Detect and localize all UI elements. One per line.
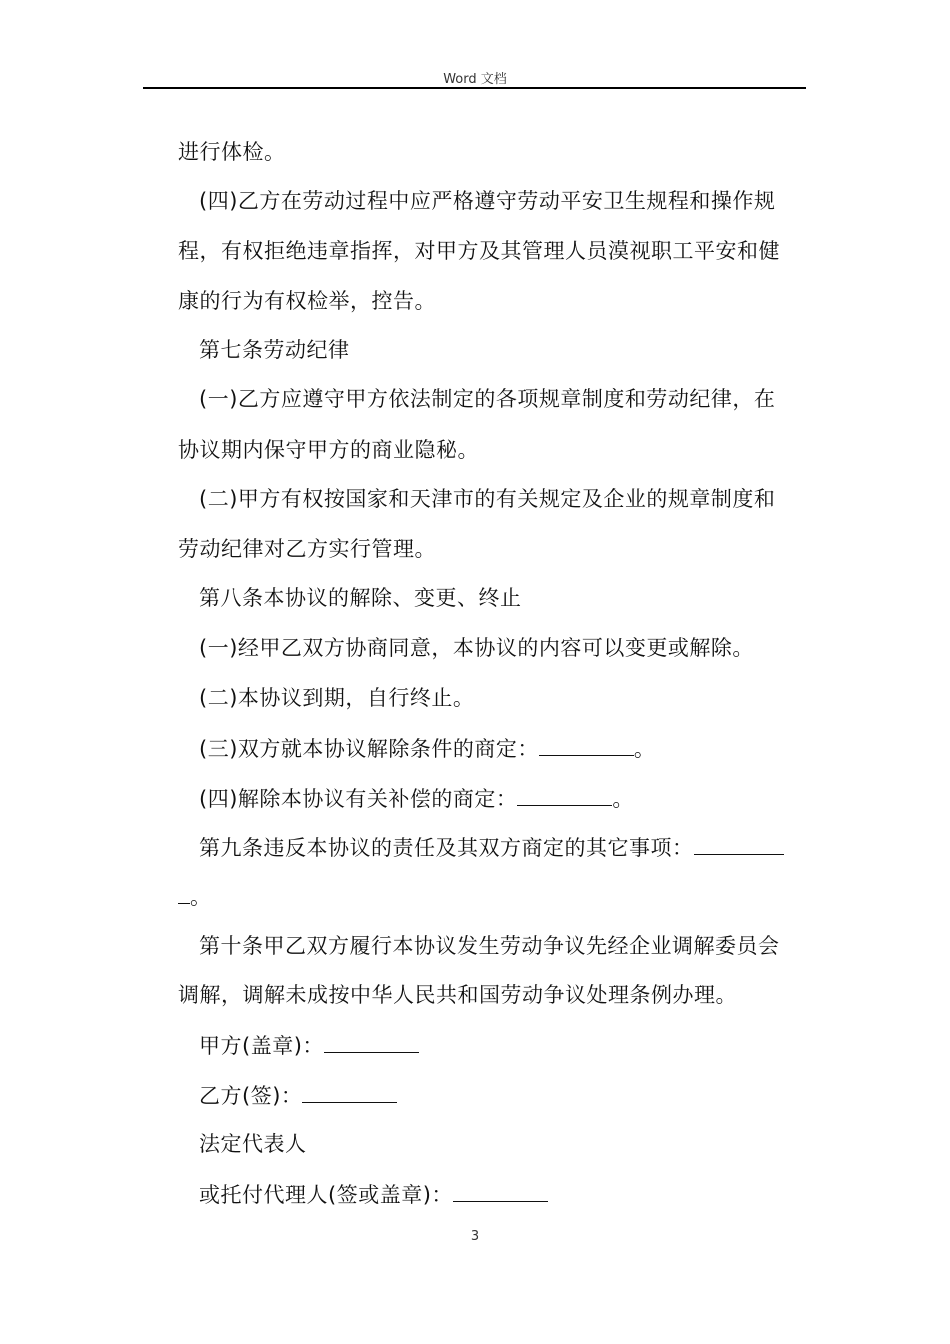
- clause-end: 。: [190, 885, 212, 909]
- section-heading: 第十条甲乙双方履行本协议发生劳动争议先经企业调解委员会: [199, 934, 780, 958]
- fill-in-blank: [302, 1080, 397, 1103]
- text-line: 协议期内保守甲方的商业隐秘。: [178, 438, 479, 462]
- page-header-title: Word 文档: [443, 72, 507, 87]
- signature-line: [199, 1030, 419, 1061]
- text-line: 康的行为有权检举，控告。: [178, 289, 436, 313]
- text-line: (二)本协议到期，自行终止。: [199, 686, 475, 710]
- header-divider: [143, 87, 806, 89]
- party-a-label: 甲方(盖章)：: [199, 1034, 324, 1058]
- section-heading: 第七条劳动纪律: [199, 338, 350, 362]
- section-heading: [199, 832, 784, 863]
- text-line: (二)甲方有权按国家和天津市的有关规定及企业的规章制度和: [199, 487, 776, 511]
- text-line: 劳动纪律对乙方实行管理。: [178, 537, 436, 561]
- text-line: [199, 733, 655, 764]
- text-line: 程，有权拒绝违章指挥，对甲方及其管理人员漠视职工平安和健: [178, 239, 780, 263]
- fill-in-blank: [539, 733, 634, 756]
- fill-in-blank: [453, 1179, 548, 1202]
- signature-line: [199, 1080, 397, 1111]
- party-b-label: 乙方(签)：: [199, 1084, 303, 1108]
- text-line: 调解，调解未成按中华人民共和国劳动争议处理条例办理。: [178, 983, 737, 1007]
- clause-text: (三)双方就本协议解除条件的商定：: [199, 737, 539, 761]
- fill-in-blank: [324, 1030, 419, 1053]
- fill-in-blank: [694, 832, 784, 855]
- clause-end: 。: [633, 737, 656, 761]
- text-line: 进行体检。: [178, 140, 286, 164]
- clause-text: 第九条违反本协议的责任及其双方商定的其它事项：: [199, 836, 694, 860]
- text-line: [178, 881, 212, 912]
- text-line: (四)乙方在劳动过程中应严格遵守劳动平安卫生规程和操作规: [199, 189, 776, 213]
- text-line: [199, 783, 634, 814]
- signature-line: [199, 1179, 548, 1210]
- agent-label: 或托付代理人(签或盖章)：: [199, 1183, 453, 1207]
- text-line: (一)经甲乙双方协商同意，本协议的内容可以变更或解除。: [199, 636, 754, 660]
- clause-end: 。: [612, 787, 634, 811]
- text-line: 法定代表人: [199, 1132, 307, 1156]
- text-line: (一)乙方应遵守甲方依法制定的各项规章制度和劳动纪律，在: [199, 387, 776, 411]
- fill-in-blank: [517, 783, 612, 806]
- page-number: 3: [470, 1229, 480, 1244]
- fill-in-blank: [178, 881, 190, 904]
- clause-text: (四)解除本协议有关补偿的商定：: [199, 787, 518, 811]
- section-heading: 第八条本协议的解除、变更、终止: [199, 586, 522, 610]
